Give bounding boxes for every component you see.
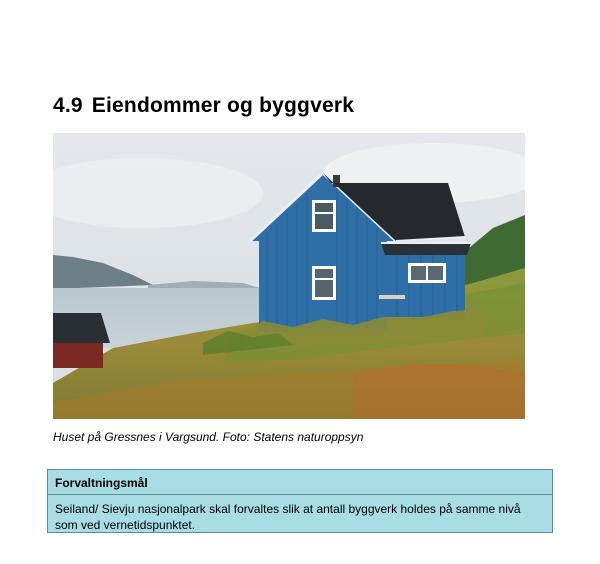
photo-caption: Huset på Gressnes i Vargsund. Foto: Statens naturoppsyn bbox=[53, 430, 364, 444]
management-goal-box bbox=[47, 469, 553, 533]
management-goal-title: Forvaltningsmål bbox=[55, 476, 148, 490]
house-photo bbox=[53, 133, 525, 419]
house-extension bbox=[387, 251, 465, 317]
management-goal-text: Seiland/ Sievju nasjonalpark skal forvaltes slik at antall byggverk holdes på samme nivå som ved vernetidspunktet. bbox=[55, 502, 521, 532]
house-photo-illustration bbox=[53, 133, 525, 419]
goal-box-divider bbox=[48, 494, 552, 495]
section-heading bbox=[53, 94, 354, 118]
section-title: Eiendommer og byggverk bbox=[91, 94, 355, 117]
red-shed-roof bbox=[53, 313, 110, 343]
section-number: 4.9 bbox=[53, 94, 83, 117]
